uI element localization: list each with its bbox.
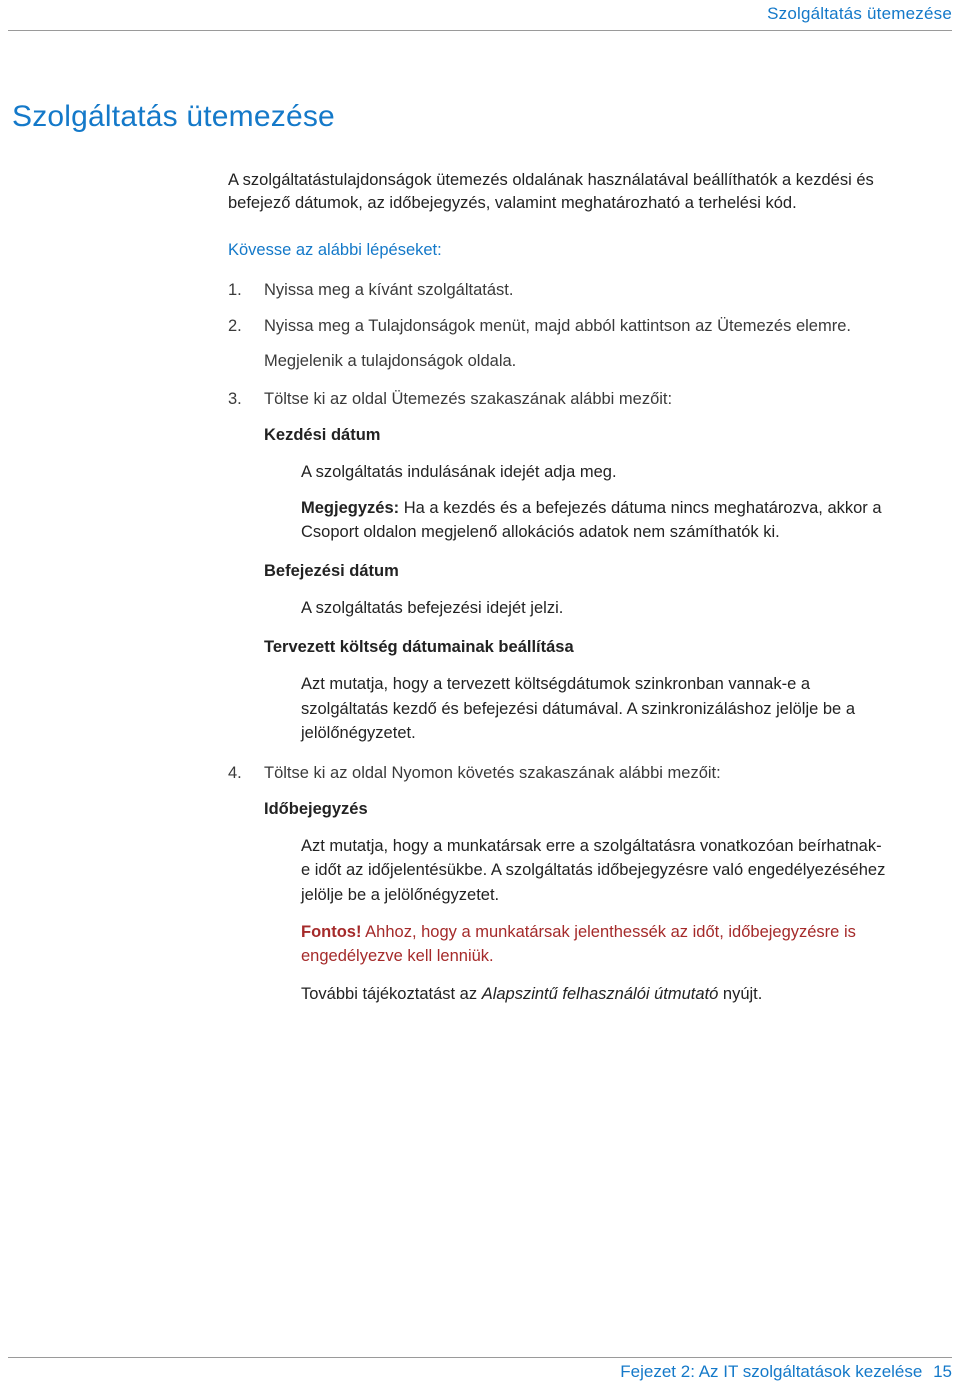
field-time-desc-1: Azt mutatja, hogy a munkatársak erre a szolgáltatásra vonatkozóan beírhatnak- bbox=[301, 837, 882, 855]
field-start-label: Kezdési dátum bbox=[264, 426, 381, 444]
important-line-1: Ahhoz, hogy a munkatársak jelenthessék az időt, időbejegyzésre is bbox=[361, 923, 856, 941]
more-info-pre: További tájékoztatást az bbox=[301, 985, 482, 1003]
step-2-number: 2. bbox=[228, 317, 242, 335]
step-1-text: Nyissa meg a kívánt szolgáltatást. bbox=[264, 281, 514, 299]
footer bbox=[620, 1362, 952, 1382]
more-info bbox=[301, 982, 762, 1006]
note-label: Megjegyzés: bbox=[301, 499, 400, 517]
step-4-number: 4. bbox=[228, 764, 242, 782]
running-header-title: Szolgáltatás ütemezése bbox=[767, 4, 952, 23]
steps-heading: Kövesse az alábbi lépéseket: bbox=[228, 241, 442, 259]
step-3-text: Töltse ki az oldal Ütemezés szakaszának alábbi mezőit: bbox=[264, 390, 673, 408]
field-cost-desc-3: jelölőnégyzetet. bbox=[301, 724, 416, 742]
intro-line-2: befejező dátumok, az időbejegyzés, valamint meghatározható a terhelési kód. bbox=[228, 194, 797, 212]
header-rule bbox=[8, 30, 952, 31]
field-end-desc: A szolgáltatás befejezési idejét jelzi. bbox=[301, 599, 564, 617]
field-cost-desc-1: Azt mutatja, hogy a tervezett költségdátumok szinkronban vannak-e a bbox=[301, 675, 811, 693]
note-line-1: Ha a kezdés és a befejezés dátuma nincs meghatározva, akkor a bbox=[399, 499, 882, 517]
footer-rule bbox=[8, 1357, 952, 1358]
page-number: 15 bbox=[933, 1362, 952, 1381]
step-1-number: 1. bbox=[228, 281, 242, 299]
field-time-desc-3: jelölje be a jelölőnégyzetet. bbox=[301, 886, 500, 904]
footer-chapter: Fejezet 2: Az IT szolgáltatások kezelése bbox=[620, 1362, 923, 1381]
field-cost-label: Tervezett költség dátumainak beállítása bbox=[264, 638, 574, 656]
field-time-label: Időbejegyzés bbox=[264, 800, 368, 818]
important-line-2: engedélyezve kell lenniük. bbox=[301, 947, 494, 965]
step-3-number: 3. bbox=[228, 390, 242, 408]
field-end-label: Befejezési dátum bbox=[264, 562, 399, 580]
guide-title: Alapszintű felhasználói útmutató bbox=[481, 985, 719, 1003]
step-2-result: Megjelenik a tulajdonságok oldala. bbox=[264, 352, 517, 370]
step-4-text: Töltse ki az oldal Nyomon követés szakaszának alábbi mezőit: bbox=[264, 764, 721, 782]
field-cost-desc-2: szolgáltatás kezdő és befejezési dátumával. A szinkronizáláshoz jelölje be a bbox=[301, 700, 855, 718]
important-label: Fontos! bbox=[301, 923, 362, 941]
field-start-note-line-2: Csoport oldalon megjelenő allokációs adatok nem számíthatók ki. bbox=[301, 523, 780, 541]
field-start-note bbox=[301, 496, 882, 520]
important-note bbox=[301, 920, 856, 944]
page-title: Szolgáltatás ütemezése bbox=[12, 100, 335, 133]
more-info-post: nyújt. bbox=[718, 985, 763, 1003]
step-2-text: Nyissa meg a Tulajdonságok menüt, majd abból kattintson az Ütemezés elemre. bbox=[264, 317, 851, 335]
intro-line-1: A szolgáltatástulajdonságok ütemezés oldalának használatával beállíthatók a kezdési és bbox=[228, 171, 874, 189]
field-time-desc-2: e időt az időjelentésükbe. A szolgáltatás időbejegyzésre való engedélyezéséhez bbox=[301, 861, 886, 879]
field-start-desc: A szolgáltatás indulásának idejét adja meg. bbox=[301, 463, 617, 481]
